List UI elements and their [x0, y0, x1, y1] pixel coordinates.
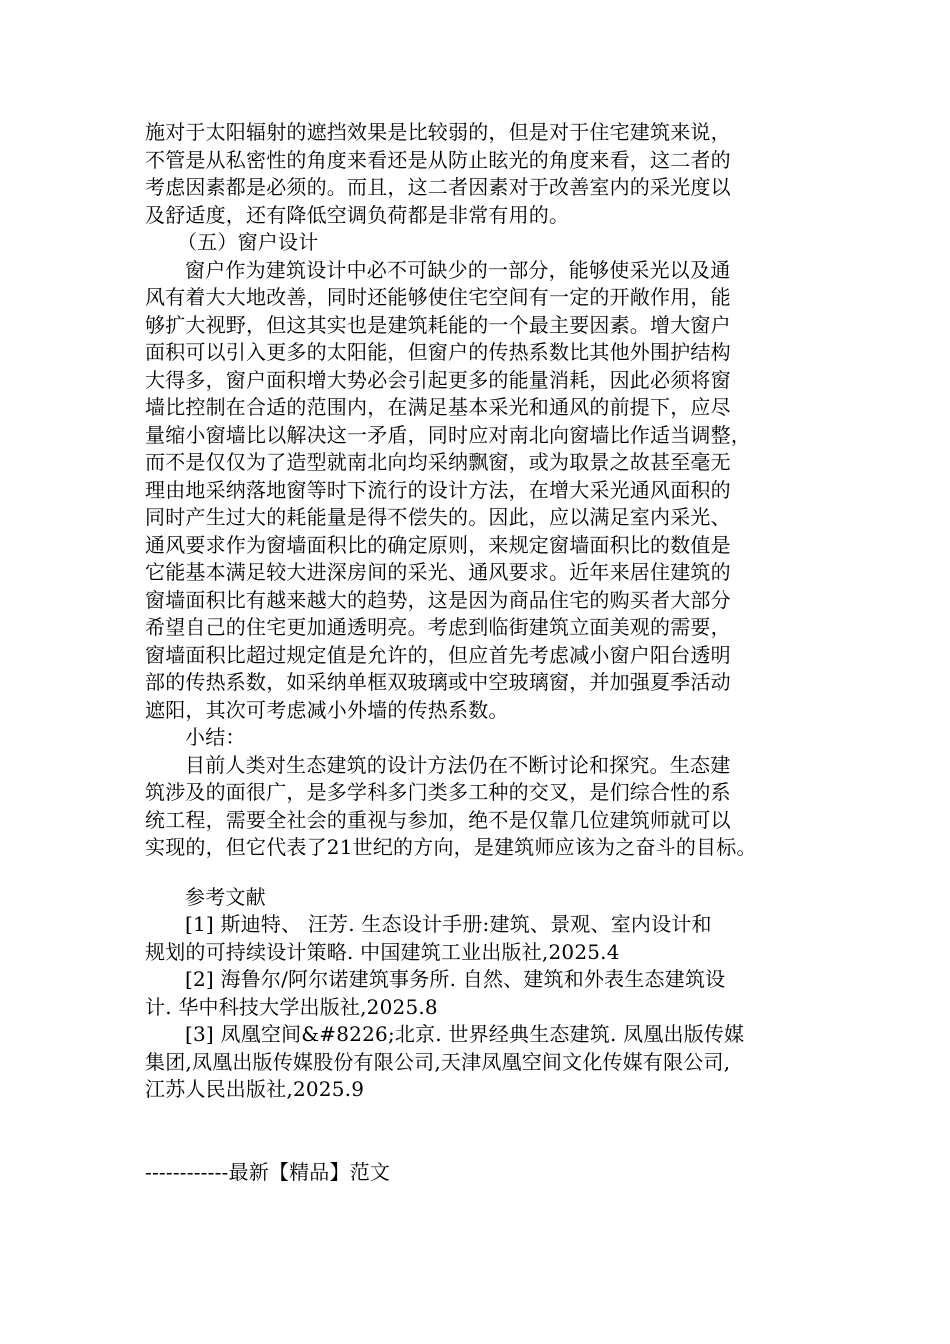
section-heading-window-design: （五）窗户设计 — [177, 230, 319, 254]
summary-paragraph — [145, 752, 825, 862]
footer-tagline: ------------最新【精品】范文 — [145, 1159, 391, 1184]
text-line: 风有着大大地改善，同时还能够使住宅空间有一定的开敞作用，能 — [145, 285, 731, 309]
text-line: 窗墙面积比有越来越大的趋势，这是因为商品住宅的购买者大部分 — [145, 587, 731, 612]
text-line: 墙比控制在合适的范围内，在满足基本采光和通风的前提下，应尽 — [145, 395, 731, 419]
reference-line: 江苏人民出版社,2025.9 — [145, 1077, 365, 1101]
text-line: 施对于太阳辐射的遮挡效果是比较弱的，但是对于住宅建筑来说， — [145, 120, 731, 144]
text-line: 窗墙面积比超过规定值是允许的，但应首先考虑减小窗户阳台透明 — [145, 642, 731, 667]
spacer — [145, 1104, 825, 1159]
text-line: 目前人类对生态建筑的设计方法仍在不断讨论和探究。生态建 — [185, 752, 731, 777]
text-line: 筑涉及的面很广，是多学科多门类多工种的交叉，是们综合性的系 — [145, 780, 731, 804]
window-design-paragraph — [145, 257, 825, 725]
text-line: 不管是从私密性的角度来看还是从防止眩光的角度来看，这二者的 — [145, 147, 731, 172]
text-line: 部的传热系数，如采纳单框双玻璃或中空玻璃窗，并加强夏季活动 — [145, 670, 731, 694]
text-line: 大得多，窗户面积增大势必会引起更多的能量消耗，因此必须将窗 — [145, 367, 731, 392]
text-line: 量缩小窗墙比以解决这一矛盾，同时应对南北向窗墙比作适当调整， — [145, 422, 751, 447]
references-list — [145, 911, 825, 1104]
references-heading: 参考文献 — [185, 884, 266, 909]
text-line: 实现的，但它代表了21世纪的方向，是建筑师应该为之奋斗的目标。 — [145, 835, 757, 859]
text-line: 统工程，需要全社会的重视与参加，绝不是仅靠几位建筑师就可以 — [145, 807, 731, 832]
text-line: 遮阳，其次可考虑减小外墙的传热系数。 — [145, 697, 509, 722]
text-line: 同时产生过大的耗能量是得不偿失的。因此，应以满足室内采光、 — [145, 505, 731, 529]
reference-line: [3] 凤凰空间&#8226;北京. 世界经典生态建筑. 凤凰出版传媒 — [185, 1022, 745, 1046]
reference-line: 规划的可持续设计策略. 中国建筑工业出版社,2025.4 — [145, 939, 620, 964]
reference-line: [1] 斯迪特、 汪芳. 生态设计手册:建筑、景观、室内设计和 — [185, 912, 712, 936]
reference-line: 集团,凤凰出版传媒股份有限公司,天津凤凰空间文化传媒有限公司, — [145, 1049, 731, 1074]
document-page — [145, 119, 825, 1186]
text-line: 及舒适度，还有降低空调负荷都是非常有用的。 — [145, 202, 570, 227]
reference-line: 计. 华中科技大学出版社,2025.8 — [145, 994, 438, 1019]
text-line: 通风要求作为窗墙面积比的确定原则，来规定窗墙面积比的数值是 — [145, 532, 731, 557]
text-line: 希望自己的住宅更加通透明亮。考虑到临街建筑立面美观的需要， — [145, 615, 731, 639]
text-line: 够扩大视野，但这其实也是建筑耗能的一个最主要因素。增大窗户 — [145, 312, 731, 337]
summary-heading: 小结： — [185, 725, 246, 749]
text-line: 而不是仅仅为了造型就南北向均采纳飘窗，或为取景之故甚至毫无 — [145, 450, 731, 474]
text-line: 理由地采纳落地窗等时下流行的设计方法，在增大采光通风面积的 — [145, 477, 731, 502]
text-line: 它能基本满足较大进深房间的采光、通风要求。近年来居住建筑的 — [145, 560, 731, 584]
intro-paragraph — [145, 119, 825, 229]
text-line: 窗户作为建筑设计中必不可缺少的一部分，能够使采光以及通 — [185, 257, 731, 282]
text-line: 考虑因素都是必须的。而且，这二者因素对于改善室内的采光度以 — [145, 175, 731, 199]
text-line: 面积可以引入更多的太阳能，但窗户的传热系数比其他外围护结构 — [145, 340, 731, 364]
spacer — [145, 862, 825, 884]
reference-line: [2] 海鲁尔/阿尔诺建筑事务所. 自然、建筑和外表生态建筑设 — [185, 967, 726, 991]
